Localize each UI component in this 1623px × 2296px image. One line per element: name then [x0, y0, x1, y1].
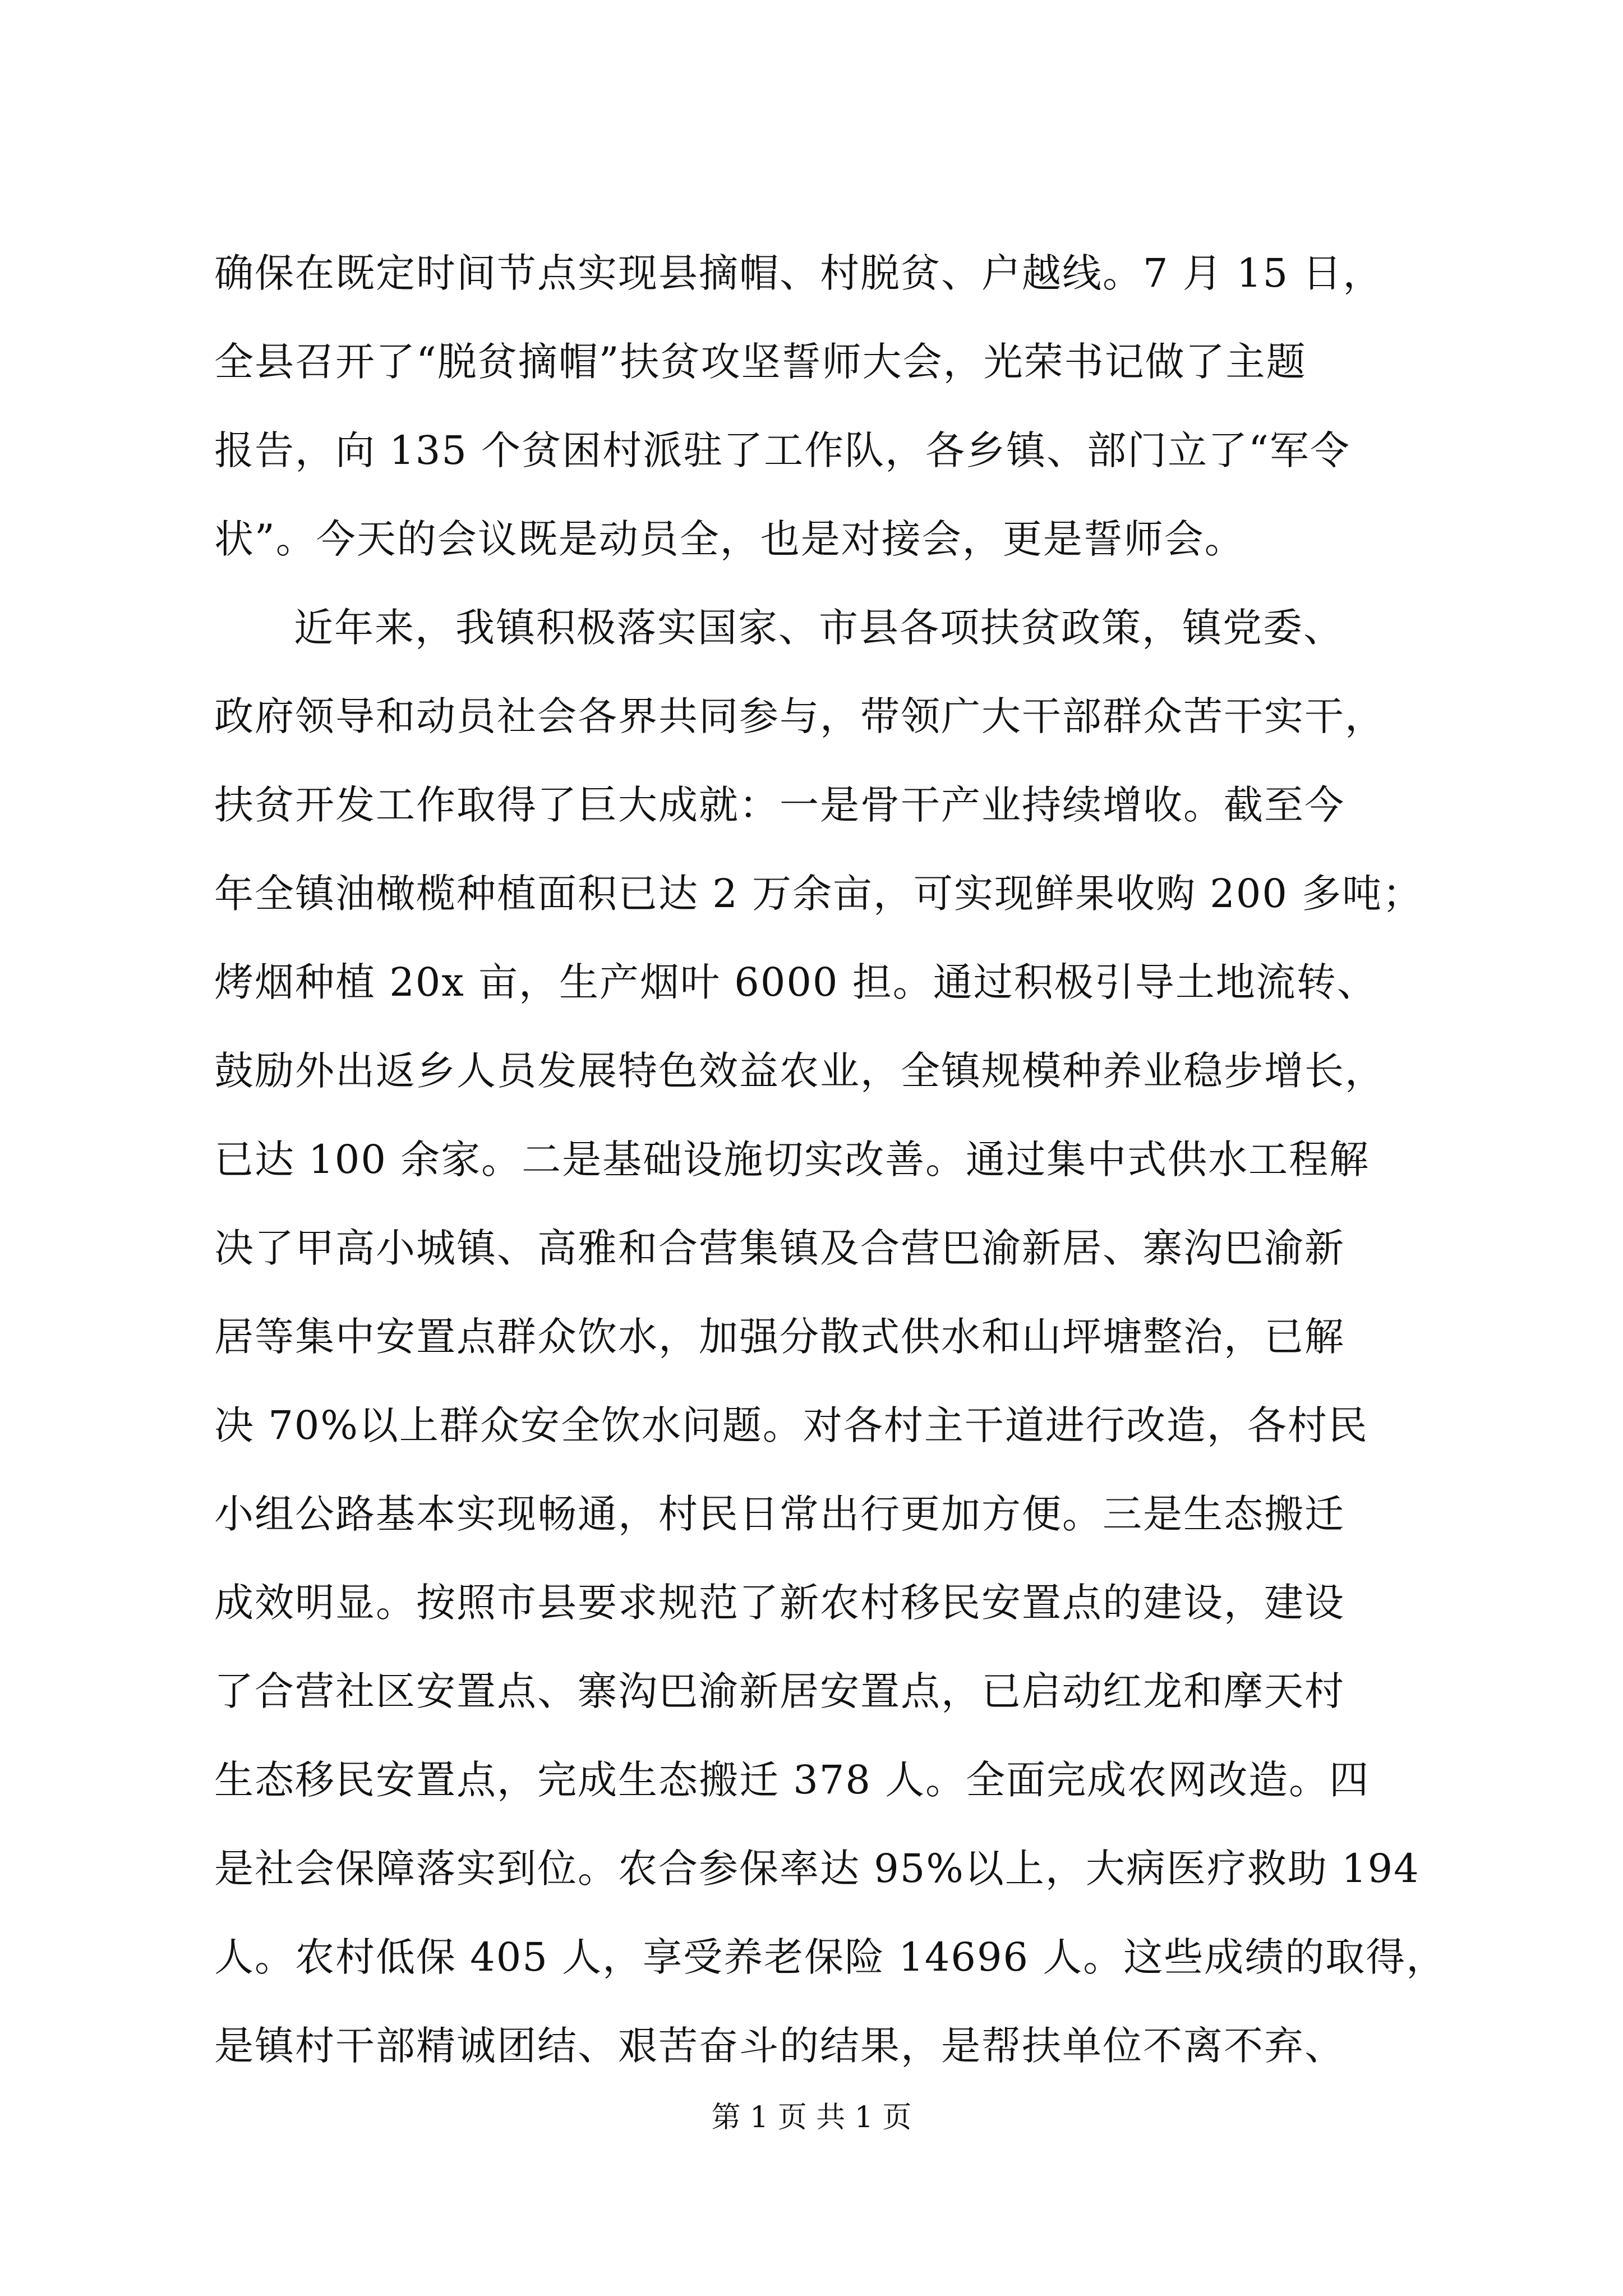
text-line: 小组公路基本实现畅通，村民日常出行更加方便。三是生态搬迁 — [214, 1491, 1345, 1537]
text-line: 报告，向 135 个贫困村派驻了工作队，各乡镇、部门立了“军令 — [214, 427, 1350, 473]
text-line: 鼓励外出返乡人员发展特色效益农业，全镇规模种养业稳步增长， — [214, 1048, 1385, 1094]
text-line: 扶贫开发工作取得了巨大成就：一是骨干产业持续增收。截至今 — [214, 782, 1345, 828]
text-line: 是社会保障落实到位。农合参保率达 95%以上，大病医疗救助 194 — [214, 1846, 1420, 1892]
text-line: 决了甲高小城镇、高雅和合营集镇及合营巴渝新居、寨沟巴渝新 — [214, 1225, 1345, 1271]
text-line: 是镇村干部精诚团结、艰苦奋斗的结果，是帮扶单位不离不弃、 — [214, 2023, 1345, 2069]
text-line: 居等集中安置点群众饮水，加强分散式供水和山坪塘整治，已解 — [214, 1314, 1345, 1360]
text-line: 生态移民安置点，完成生态搬迁 378 人。全面完成农网改造。四 — [214, 1757, 1370, 1803]
text-line: 全县召开了“脱贫摘帽”扶贫攻坚誓师大会，光荣书记做了主题 — [214, 339, 1307, 385]
text-line: 已达 100 余家。二是基础设施切实改善。通过集中式供水工程解 — [214, 1137, 1370, 1182]
text-line: 政府领导和动员社会各界共同参与，带领广大干部群众苦干实干， — [214, 693, 1385, 739]
page-footer: 第 1 页 共 1 页 — [711, 2101, 912, 2134]
text-line: 人。农村低保 405 人，享受养老保险 14696 人。这些成绩的取得， — [214, 1934, 1447, 1980]
text-line: 烤烟种植 20x 亩，生产烟叶 6000 担。通过积极引导土地流转、 — [214, 959, 1377, 1005]
text-line: 确保在既定时间节点实现县摘帽、村脱贫、户越线。7 月 15 日， — [214, 250, 1384, 296]
text-line: 状”。今天的会议既是动员全，也是对接会，更是誓师会。 — [214, 516, 1245, 562]
text-line: 近年来，我镇积极落实国家、市县各项扶贫政策，镇党委、 — [294, 605, 1344, 651]
text-line: 了合营社区安置点、寨沟巴渝新居安置点，已启动红龙和摩天村 — [214, 1668, 1345, 1714]
text-line: 决 70%以上群众安全饮水问题。对各村主干道进行改造，各村民 — [214, 1402, 1368, 1448]
text-line: 年全镇油橄榄种植面积已达 2 万余亩，可实现鲜果收购 200 多吨； — [214, 871, 1423, 917]
text-line: 成效明显。按照市县要求规范了新农村移民安置点的建设，建设 — [214, 1580, 1345, 1626]
